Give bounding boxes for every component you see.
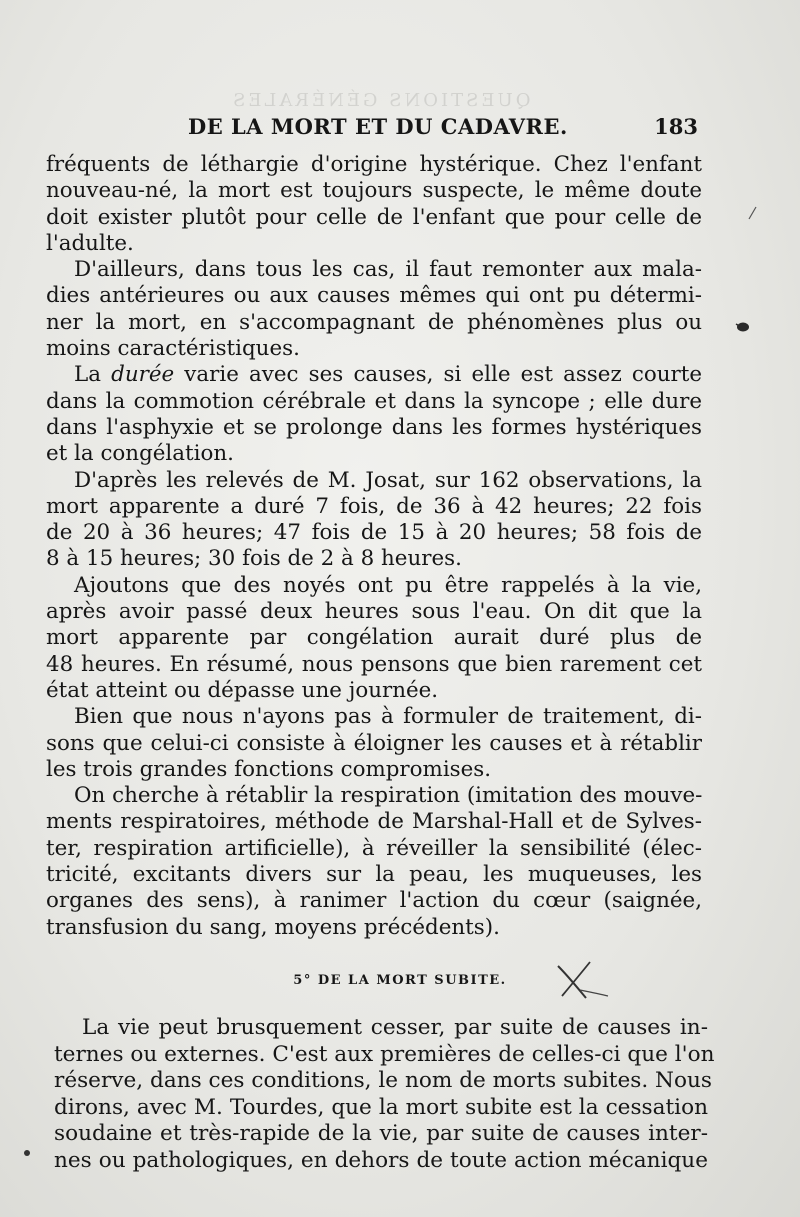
text-line: dirons, avec M. Tourdes, que la mort subite est la cessation	[54, 1094, 708, 1120]
text-line: de 20 à 36 heures; 47 fois de 15 à 20 heures; 58 fois de	[46, 520, 702, 546]
text-span: La	[74, 362, 112, 388]
text-line: mort apparente a duré 7 fois, de 36 à 42 heures; 22 fois	[46, 493, 702, 519]
text-span: varie avec ses causes, si elle est assez courte	[174, 362, 702, 388]
margin-tick-mark	[746, 205, 758, 221]
text-line: Ajoutons que des noyés ont pu être rappelés à la vie,	[74, 572, 702, 598]
text-line: les trois grandes fonctions compromises.	[46, 756, 492, 782]
text-line: nes ou pathologiques, en dehors de toute action mécanique	[54, 1147, 708, 1173]
text-line: 48 heures. En résumé, nous pensons que bien rarement cet	[46, 651, 702, 677]
text-line: D'ailleurs, dans tous les cas, il faut remonter aux mala-	[74, 257, 702, 283]
text-line: doit exister plutôt pour celle de l'enfant que pour celle de	[46, 204, 702, 230]
text-body-section	[54, 1015, 715, 1175]
text-line: ter, respiration artificielle), à réveiller la sensibilité (élec-	[46, 835, 702, 861]
text-line: état atteint ou dépasse une journée.	[46, 677, 439, 703]
text-line: tricité, excitants divers sur la peau, les muqueuses, les	[46, 862, 702, 888]
text-line: La vie peut brusquement cesser, par suite de causes in-	[82, 1015, 708, 1040]
text-line: l'adulte.	[46, 230, 134, 256]
bleed-through-text: QUESTIONS GÉNÉRALES	[230, 90, 531, 111]
text-line: Bien que nous n'ayons pas à formuler de traitement, di-	[74, 704, 702, 730]
text-line: 8 à 15 heures; 30 fois de 2 à 8 heures.	[46, 546, 462, 572]
text-body	[46, 152, 702, 941]
text-line: moins caractéristiques.	[46, 336, 300, 362]
text-line: soudaine et très-rapide de la vie, par suite de causes inter-	[54, 1121, 708, 1147]
text-line: fréquents de léthargie d'origine hystérique. Chez l'enfant	[46, 152, 702, 177]
text-line: dies antérieures ou aux causes mêmes qui ont pu détermi-	[46, 283, 702, 309]
text-line: mort apparente par congélation aurait duré plus de	[46, 625, 702, 651]
text-line: après avoir passé deux heures sous l'eau. On dit que la	[46, 599, 702, 625]
handwritten-cross-mark	[550, 958, 610, 1002]
text-line: sons que celui-ci consiste à éloigner les causes et à rétablir	[46, 730, 702, 756]
text-line: dans l'asphyxie et se prolonge dans les formes hystériques	[46, 414, 702, 440]
text-line: organes des sens), à ranimer l'action du cœur (saignée,	[46, 888, 702, 914]
text-line: dans la commotion cérébrale et dans la syncope ; elle dure	[46, 388, 702, 414]
page-number: 183	[654, 114, 698, 139]
section-heading: 5° DE LA MORT SUBITE.	[293, 973, 507, 988]
text-line: ner la mort, en s'accompagnant de phénomènes plus ou	[46, 309, 702, 335]
ink-dot-mark	[22, 1148, 32, 1158]
ink-blot-mark	[734, 320, 752, 334]
text-line: réserve, dans ces conditions, le nom de morts subites. Nous	[54, 1068, 712, 1094]
emphasis-word: durée	[111, 362, 175, 388]
text-line: transfusion du sang, moyens précédents).	[46, 914, 500, 940]
page-header	[188, 114, 698, 144]
running-title: DE LA MORT ET DU CADAVRE.	[188, 114, 568, 139]
text-line: ternes ou externes. C'est aux premières de celles-ci que l'on	[54, 1041, 715, 1067]
text-line: nouveau-né, la mort est toujours suspecte, le même doute	[46, 178, 702, 204]
text-line: ments respiratoires, méthode de Marshal-Hall et de Sylves-	[46, 809, 702, 835]
text-line: On cherche à rétablir la respiration (imitation des mouve-	[74, 783, 703, 809]
text-line	[46, 362, 702, 388]
text-line: et la congélation.	[46, 441, 234, 467]
text-line: D'après les relevés de M. Josat, sur 162 observations, la	[74, 467, 702, 493]
